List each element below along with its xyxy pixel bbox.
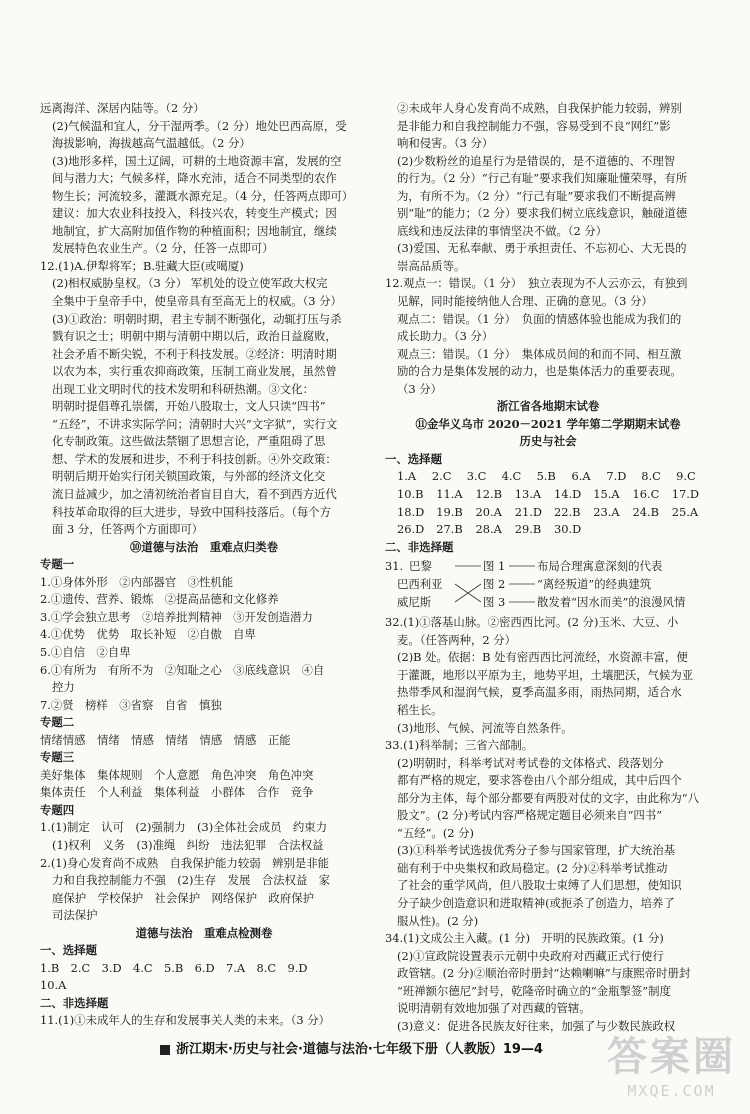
- text-line: 34.(1)文成公主入藏。(1 分) 开明的民族政策。(1 分): [385, 931, 664, 946]
- text-line: 11.(1)①未成年人的生存和发展事关人类的未来。（3 分）: [40, 1013, 331, 1028]
- answer-row: [385, 504, 711, 522]
- text-line: 海拔影响，海拔越高气温越低。（2 分）: [52, 136, 251, 151]
- answer-item: 22.B: [554, 504, 581, 519]
- answer-item: 14.D: [554, 487, 582, 502]
- text-line: 4.①优势 优势 取长补短 ②自傲 自卑: [40, 627, 256, 642]
- watermark-url: MXQE.COM: [627, 1082, 716, 1100]
- text-line: 12.(1)A.伊犁将军；B.驻藏大臣(或噶厦): [40, 258, 244, 273]
- text-line: 全集中于皇帝手中，使皇帝具有至高无上的权威。（3 分）: [52, 294, 342, 309]
- text-line: 响和侵害。（3 分）: [397, 136, 494, 151]
- answer-item: 1.A: [397, 469, 417, 484]
- text-line: 6.①有所为 有所不为 ②知耻之心 ③底线意识 ④自: [40, 662, 325, 677]
- text-line: 5.①自信 ②自卑: [40, 644, 131, 659]
- text-line: 的行为。（2 分）“行己有耻”要求我们知廉耻懂荣辱，有所: [397, 171, 688, 186]
- text-line: “五经”。(2 分): [397, 825, 474, 840]
- left-column: [40, 100, 368, 1030]
- text-line: 10.A: [40, 978, 67, 993]
- text-line: 崇高品质等。: [397, 258, 466, 273]
- text-line: 了社会的重学风尚，但八股取士束缚了人们思想，使知识: [397, 878, 682, 893]
- answer-item: 2.C: [431, 469, 452, 484]
- text-line: (2)相权威胁皇权。（3 分） 军机处的设立使军政大权完: [52, 276, 328, 291]
- text-line: 麦。（任答两种，2 分）: [397, 632, 517, 647]
- text-line: (2)明朝时，科举考试对考试卷的文体格式、段落划分: [397, 755, 664, 770]
- text-line: 观点三：错误。（1 分） 集体成员间的和而不同、相互激: [397, 346, 682, 361]
- text-line: 戮有识之士；明朝中期与清朝中期以后，政治日益腐败，: [52, 329, 337, 344]
- text-line: 明朝后期开始实行闭关锁国政策，与外部的经济文化交: [52, 469, 326, 484]
- text-line: (3)爱国、无私奉献、勇于承担责任、不忘初心、大无畏的: [397, 241, 687, 256]
- text-line: 化专制政策。这些做法禁锢了思想言论，严重阻碍了思: [52, 434, 326, 449]
- text-line: 情绪情感 情绪 情感 情绪 情感 情感 正能: [40, 732, 291, 747]
- section-title: 浙江省各地期末试卷: [496, 399, 600, 414]
- text-line: ②未成年人身心发育尚不成熟，自我保护能力较弱，辨别: [397, 101, 682, 115]
- section-heading: 二、非选择题: [385, 539, 454, 554]
- text-line: (3)①科举考试选拔优秀分子参与国家管理，扩大统治基: [397, 843, 676, 858]
- answer-item: 5.B: [536, 469, 556, 484]
- match-mid-2: 图 2: [483, 577, 506, 592]
- answer-item: 13.A: [514, 487, 542, 502]
- text-line: 稻生长。: [397, 702, 443, 717]
- answer-item: 18.D: [397, 504, 425, 519]
- text-line: 物生长；河流较多，灌溉水源充足。（4 分，任答两点即可）: [52, 188, 354, 203]
- text-line: 政管辖。(2 分)②顺治帝时册封“达赖喇嘛”与康熙帝时册封: [397, 966, 691, 981]
- text-line: 股文”。(2 分)考试内容严格规定题目必须来自“四书”: [397, 808, 663, 823]
- answer-item: 24.B: [632, 504, 659, 519]
- answer-item: 15.A: [593, 487, 620, 502]
- text-line: 础有利于中央集权和政局稳定。(2 分)②科举考试推动: [397, 860, 668, 875]
- text-line: 励的合力是集体发展的动力，也是集体活力的重要表现。: [397, 364, 682, 379]
- answer-item: 21.D: [514, 504, 542, 519]
- answer-row: [385, 468, 711, 486]
- text-line: 流日益减少，加之清初统治者盲目自大，看不到西方近代: [52, 487, 337, 502]
- answer-item: 9.C: [676, 469, 696, 484]
- text-line: 庭保护 学校保护 社会保护 网络保护 政府保护: [52, 890, 314, 905]
- answer-item: 26.D: [397, 522, 425, 537]
- answer-item: 12.B: [475, 487, 502, 502]
- match-left-2: 巴西利亚: [397, 577, 443, 592]
- text-line: 为，有所不为。（2 分）“行己有耻”要求我们不断提高辨: [397, 188, 676, 203]
- text-line: 间与潜力大；气候多样，降水充沛，适合不同类型的农作: [52, 171, 337, 186]
- text-line: 1.(1)制定 认可 (2)强制力 (3)全体社会成员 约束力: [40, 820, 328, 835]
- answer-item: 25.A: [671, 504, 699, 519]
- section-heading: 专题一: [40, 557, 75, 572]
- text-line: 面 3 分，任答两个方面即可）: [52, 522, 204, 537]
- text-line: 热带季风和湿润气候，夏季高温多雨，雨热同期，适合水: [397, 685, 682, 700]
- text-line: 社会矛盾不断尖锐，不利于科技发展。②经济：明清时期: [52, 346, 337, 361]
- text-line: 说明清朝有效地加强了对西藏的管辖。: [397, 1001, 591, 1016]
- text-line: 明朝时提倡尊孔崇儒，开始八股取士，文人只读“四书”: [52, 399, 326, 414]
- text-line: (3)意义：促进各民族友好往来，加强了与少数民族政权: [397, 1018, 676, 1033]
- text-line: 1.B 2.C 3.D 4.C 5.B 6.D 7.A 8.C 9.D: [40, 960, 308, 975]
- right-column: [385, 100, 711, 1035]
- match-right-2: “离经叛道”的经典建筑: [537, 577, 652, 592]
- answer-item: 19.B: [436, 504, 463, 519]
- text-line: （3 分）: [397, 381, 443, 396]
- answer-item: 16.C: [632, 487, 660, 502]
- section-title: 道德与法治 重难点检测卷: [135, 925, 273, 940]
- text-line: 控力: [52, 680, 75, 695]
- text-line: 33.(1)科举制；三省六部制。: [385, 738, 534, 753]
- text-line: (2)气候温和宜人，分干湿两季。（2 分）地处巴西高原，受: [52, 118, 347, 133]
- text-line: 出现工业文明时代的技术发明和科研热潮。③文化：: [52, 381, 314, 396]
- section-heading: 一、选择题: [385, 451, 442, 466]
- text-line: 1.①身体外形 ②内部器官 ③性机能: [40, 574, 234, 589]
- watermark-logo: 答案圈: [607, 1034, 736, 1080]
- text-line: 发展特色农业生产。（2 分，任答一点即可）: [52, 241, 274, 256]
- answer-item: 3.C: [466, 469, 487, 484]
- right-top-block: [385, 100, 711, 468]
- match-number: 31.: [385, 559, 404, 574]
- watermark: [607, 1025, 736, 1100]
- text-line: 部分为主体，每个部分都要有两股对仗的文字，由此称为“八: [397, 790, 699, 805]
- text-line: (2)①宣政院设置表示元朝中央政府对西藏正式行使行: [397, 948, 664, 963]
- match-left-1: 巴黎: [409, 559, 432, 574]
- section-heading: 专题四: [40, 802, 75, 817]
- section-title: ⑪金华义乌市 2020－2021 学年第二学期期末试卷: [415, 416, 681, 431]
- text-line: 7.②贤 榜样 ③省察 自省 慎独: [40, 697, 222, 712]
- matching-question-31: [385, 558, 711, 610]
- text-line: 3.①学会独立思考 ②培养批判精神 ③开发创造潜力: [40, 609, 313, 624]
- match-right-1: 布局合理寓意深刻的代表: [537, 559, 663, 574]
- right-bottom-block: [385, 614, 711, 1035]
- text-line: 以农为本，实行重农抑商政策，压制工商业发展，虽然曾: [52, 364, 337, 379]
- answer-item: 17.D: [671, 487, 699, 502]
- text-line: 建议：加大农业科技投入，科技兴农，转变生产模式；因: [52, 206, 337, 221]
- section-heading: 一、选择题: [40, 943, 97, 958]
- text-line: 2.①遗传、营养、锻炼 ②提高品德和文化修养: [40, 592, 279, 607]
- text-line: 科技革命取得的巨大进步，导致中国科技落后。（每个方: [52, 504, 332, 519]
- answer-item: 20.A: [475, 504, 502, 519]
- match-mid-1: 图 1: [483, 559, 506, 574]
- text-line: 2.(1)身心发育尚不成熟 自我保护能力较弱 辨别是非能: [40, 855, 329, 870]
- match-right-3: 散发着“因水而美”的浪漫风情: [537, 595, 686, 610]
- text-line: 都有严格的规定，要求答卷由八个部分组成，其中后四个: [397, 773, 682, 788]
- text-line: 成长助力。（3 分）: [397, 329, 494, 344]
- text-line: 力和自我控制能力不强 (2)生存 发展 合法权益 家: [52, 873, 331, 888]
- text-line: (1)权利 义务 (3)准绳 纠纷 违法犯罪 合法权益: [52, 837, 324, 852]
- text-line: 远离海洋、深居内陆等。（2 分）: [40, 101, 205, 115]
- answer-grid: [385, 468, 711, 538]
- text-line: (2)少数粉丝的追星行为是错误的，是不道德的、不理智: [397, 153, 676, 168]
- text-line: “班禅额尔德尼”封号，乾隆帝时确立的“金瓶掣签”制度: [397, 983, 671, 998]
- section-title: ⑩道德与法治 重难点归类卷: [129, 539, 279, 554]
- answer-item: 4.C: [501, 469, 522, 484]
- text-line: 是非能力和自我控制能力不强，容易受到不良“网红”影: [397, 118, 671, 133]
- answer-item: 27.B: [436, 522, 463, 537]
- section-heading: 专题三: [40, 750, 75, 765]
- text-line: (2)B 处。依据：B 处有密西西比河流经，水资源丰富，便: [397, 650, 688, 665]
- answer-item: 10.B: [397, 487, 424, 502]
- answer-item: 8.C: [641, 469, 661, 484]
- answer-item: 11.A: [436, 487, 463, 502]
- answer-row: [385, 486, 711, 504]
- section-title: 历史与社会: [519, 434, 577, 449]
- footer-text: 浙江期末·历史与社会·道德与法治·七年级下册（人教版）19—4: [176, 1042, 543, 1057]
- text-line: (3)地形、气候、河流等自然条件。: [397, 720, 573, 735]
- text-line: 地制宜，扩大高附加值作物的种植面积；因地制宜，继续: [52, 223, 337, 238]
- page-footer: [160, 1038, 543, 1057]
- text-line: 想、学术的发展和进步，不利于科技创新。④外交政策：: [52, 451, 337, 466]
- section-heading: 专题二: [40, 715, 75, 730]
- answer-item: 7.D: [606, 469, 627, 484]
- footer-square-icon: [160, 1045, 170, 1055]
- text-line: 别“耻”的能力；（2 分）要求我们树立底线意识，触碰道德: [397, 206, 688, 221]
- answer-item: 29.B: [514, 522, 542, 537]
- text-line: 分子缺少创造意识和进取精神(或扼杀了创造力，培养了: [397, 895, 675, 910]
- text-line: 美好集体 集体规则 个人意愿 角色冲突 角色冲突: [40, 767, 314, 782]
- text-line: 见解，同时能接纳他人合理、正确的意见。（3 分）: [397, 294, 653, 309]
- text-line: 底线和违反法律的事情坚决不做。（2 分）: [397, 223, 608, 238]
- answer-row: [385, 521, 711, 539]
- text-line: 32.(1)①落基山脉。②密西西比河。(2 分)玉米、大豆、小: [385, 615, 679, 630]
- answer-item: 23.A: [593, 504, 620, 519]
- text-line: 服从性)。(2 分): [397, 913, 479, 928]
- answer-item: 30.D: [554, 522, 582, 537]
- answer-item: 28.A: [475, 522, 502, 537]
- match-mid-3: 图 3: [483, 595, 506, 610]
- match-left-3: 威尼斯: [397, 595, 432, 610]
- text-line: (3)①政治：明朝时期，君主专制不断强化，动辄打压与杀: [52, 311, 342, 326]
- answer-item: 6.A: [571, 469, 591, 484]
- text-line: 集体责任 个人利益 集体利益 小群体 合作 竞争: [40, 785, 314, 800]
- text-line: (3)地形多样，国土辽阔，可耕的土地资源丰富，发展的空: [52, 153, 342, 168]
- section-heading: 二、非选择题: [40, 995, 109, 1010]
- text-line: 于灌溉，地形以平原为主，地势平坦，土壤肥沃，气候为亚: [397, 667, 694, 682]
- text-line: 司法保护: [52, 908, 98, 923]
- text-line: “五经”，不讲求实际学问；清朝时大兴“文字狱”，实行文: [52, 416, 338, 431]
- text-line: 12.观点一：错误。（1 分） 独立表现为不人云亦云，有独到: [385, 276, 688, 291]
- text-line: 观点二：错误。（1 分） 负面的情感体验也能成为我们的: [397, 311, 682, 326]
